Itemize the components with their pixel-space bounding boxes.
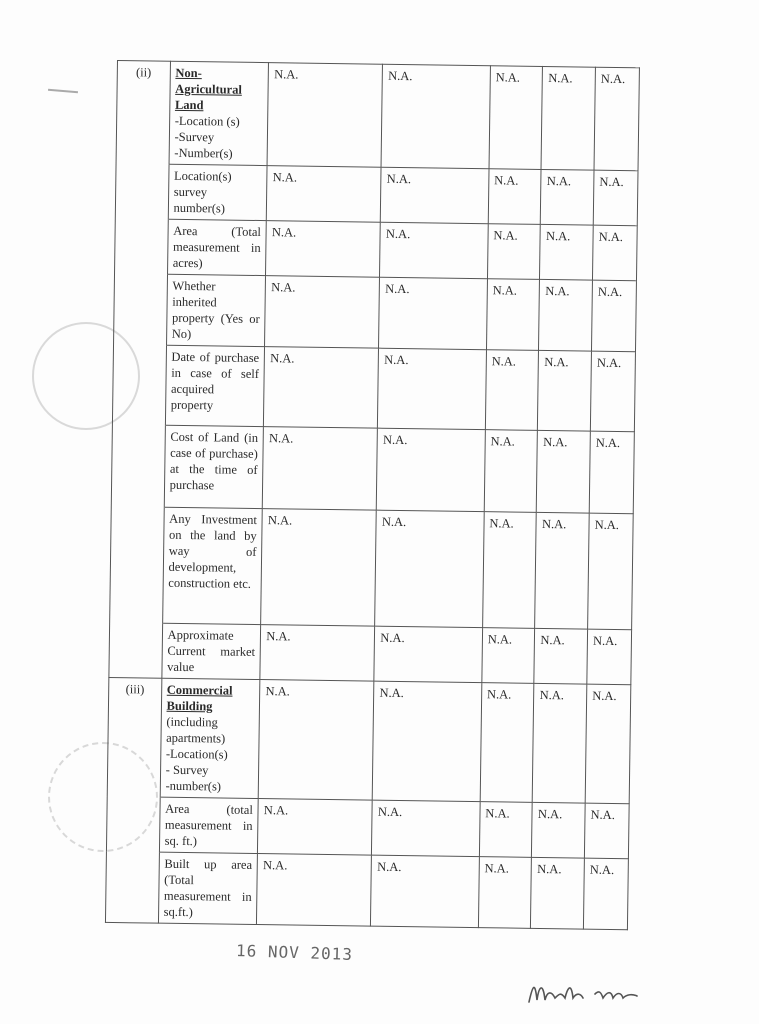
table-row [115,218,638,280]
table-row [107,677,631,803]
row-description [159,797,258,853]
value-cell: N.A. [590,351,635,432]
section-number [109,622,162,678]
section-heading: Commercial Building [166,682,233,714]
value-cell: N.A. [537,430,591,513]
value-cell: N.A. [594,67,639,171]
row-description [166,274,266,346]
value-cell: N.A. [486,279,540,351]
section-number [111,424,165,507]
table-row [114,273,637,351]
value-cell: N.A. [532,802,585,858]
value-cell: N.A. [259,680,375,801]
value-cell: N.A. [379,277,487,349]
value-cell: N.A. [267,63,382,168]
value-cell: N.A. [485,350,539,431]
table-row [110,506,634,629]
value-cell: N.A. [264,347,379,429]
section-number [112,344,166,425]
value-cell: N.A. [371,855,479,927]
table-row [111,424,634,513]
description-line: -number(s) [165,778,222,794]
value-cell: N.A. [593,225,638,281]
row-description [167,219,266,275]
section-number [114,273,168,345]
value-cell: N.A. [374,626,482,682]
value-cell: N.A. [480,683,534,803]
value-cell: N.A. [375,510,484,627]
value-cell: N.A. [588,513,634,630]
value-cell: N.A. [373,681,482,801]
margin-mark [48,89,78,94]
section-number: (ii) [116,61,170,165]
value-cell: N.A. [583,858,628,930]
section-number [106,796,159,852]
signature-icon [525,972,675,1012]
table-row [105,851,628,929]
row-description [160,678,260,798]
description-line: -Number(s) [174,145,233,161]
value-cell: N.A. [589,431,634,514]
value-cell: N.A. [478,857,532,929]
value-cell: N.A. [378,348,487,429]
value-cell: N.A. [539,279,593,351]
value-cell: N.A. [531,857,585,929]
value-cell: N.A. [266,221,381,278]
description-line: - Survey [165,762,209,778]
table-row [115,163,638,225]
description-line: Whether inherited property (Yes or No) [171,278,260,342]
value-cell: N.A. [261,509,377,627]
value-cell: N.A. [381,64,490,168]
table-row [106,796,629,858]
value-cell: N.A. [541,66,595,170]
value-cell: N.A. [263,427,378,511]
table-row [116,61,639,171]
value-cell: N.A. [479,802,532,858]
value-cell: N.A. [377,428,486,511]
value-cell: N.A. [257,854,372,927]
value-cell: N.A. [585,684,631,804]
asset-declaration-table [105,60,640,930]
description-line: Area (total measurement in sq. ft.) [164,801,253,849]
value-cell: N.A. [584,803,629,859]
date-stamp: 16 NOV 2013 [235,940,354,965]
value-cell: N.A. [538,350,592,431]
value-cell: N.A. [540,224,593,280]
section-number: (iii) [107,677,161,797]
value-cell: N.A. [592,280,637,352]
section-number [115,163,168,219]
table-row [109,622,632,684]
description-line: Area (Total measurement in acres) [172,223,262,271]
row-description [169,61,269,165]
value-cell: N.A. [533,683,587,803]
value-cell: N.A. [380,222,488,278]
value-cell: N.A. [372,800,480,856]
value-cell: N.A. [381,167,489,223]
description-line: -Location(s) [165,746,228,762]
value-cell: N.A. [489,66,543,170]
row-description [164,425,264,508]
description-line: Cost of Land (in case of purchase) at the time of purchase [169,429,259,493]
section-number [105,851,159,923]
description-line: Built up area (Total measurement in sq.ft.) [163,856,253,920]
value-cell: N.A. [482,512,536,629]
value-cell: N.A. [487,224,540,280]
value-cell: N.A. [534,628,587,684]
description-line: Any Investment on the land by way of development, construction etc. [168,511,258,591]
description-line: -Survey [174,129,215,145]
value-cell: N.A. [587,629,632,685]
description-line: -Location (s) [174,113,240,129]
value-cell: N.A. [267,166,382,223]
description-line: Approximate Current market value [167,627,256,675]
value-cell: N.A. [482,628,535,684]
description-line: Date of purchase in case of self acquired property [170,349,260,413]
section-number [110,506,164,623]
value-cell: N.A. [488,169,541,225]
value-cell: N.A. [258,799,373,856]
value-cell: N.A. [265,276,380,349]
value-cell: N.A. [535,512,589,629]
table-row [112,344,635,431]
value-cell: N.A. [593,170,638,226]
description-line: Location(s) survey number(s) [173,168,232,216]
row-description [158,852,258,924]
row-description [162,507,262,624]
row-description [168,164,267,220]
description-line: (including apartments) [166,714,226,746]
section-heading: Non-Agricultural Land [174,65,242,113]
row-description [161,623,260,679]
value-cell: N.A. [484,430,538,513]
value-cell: N.A. [541,169,594,225]
section-number [115,218,168,274]
value-cell: N.A. [260,625,375,682]
row-description [165,345,265,426]
